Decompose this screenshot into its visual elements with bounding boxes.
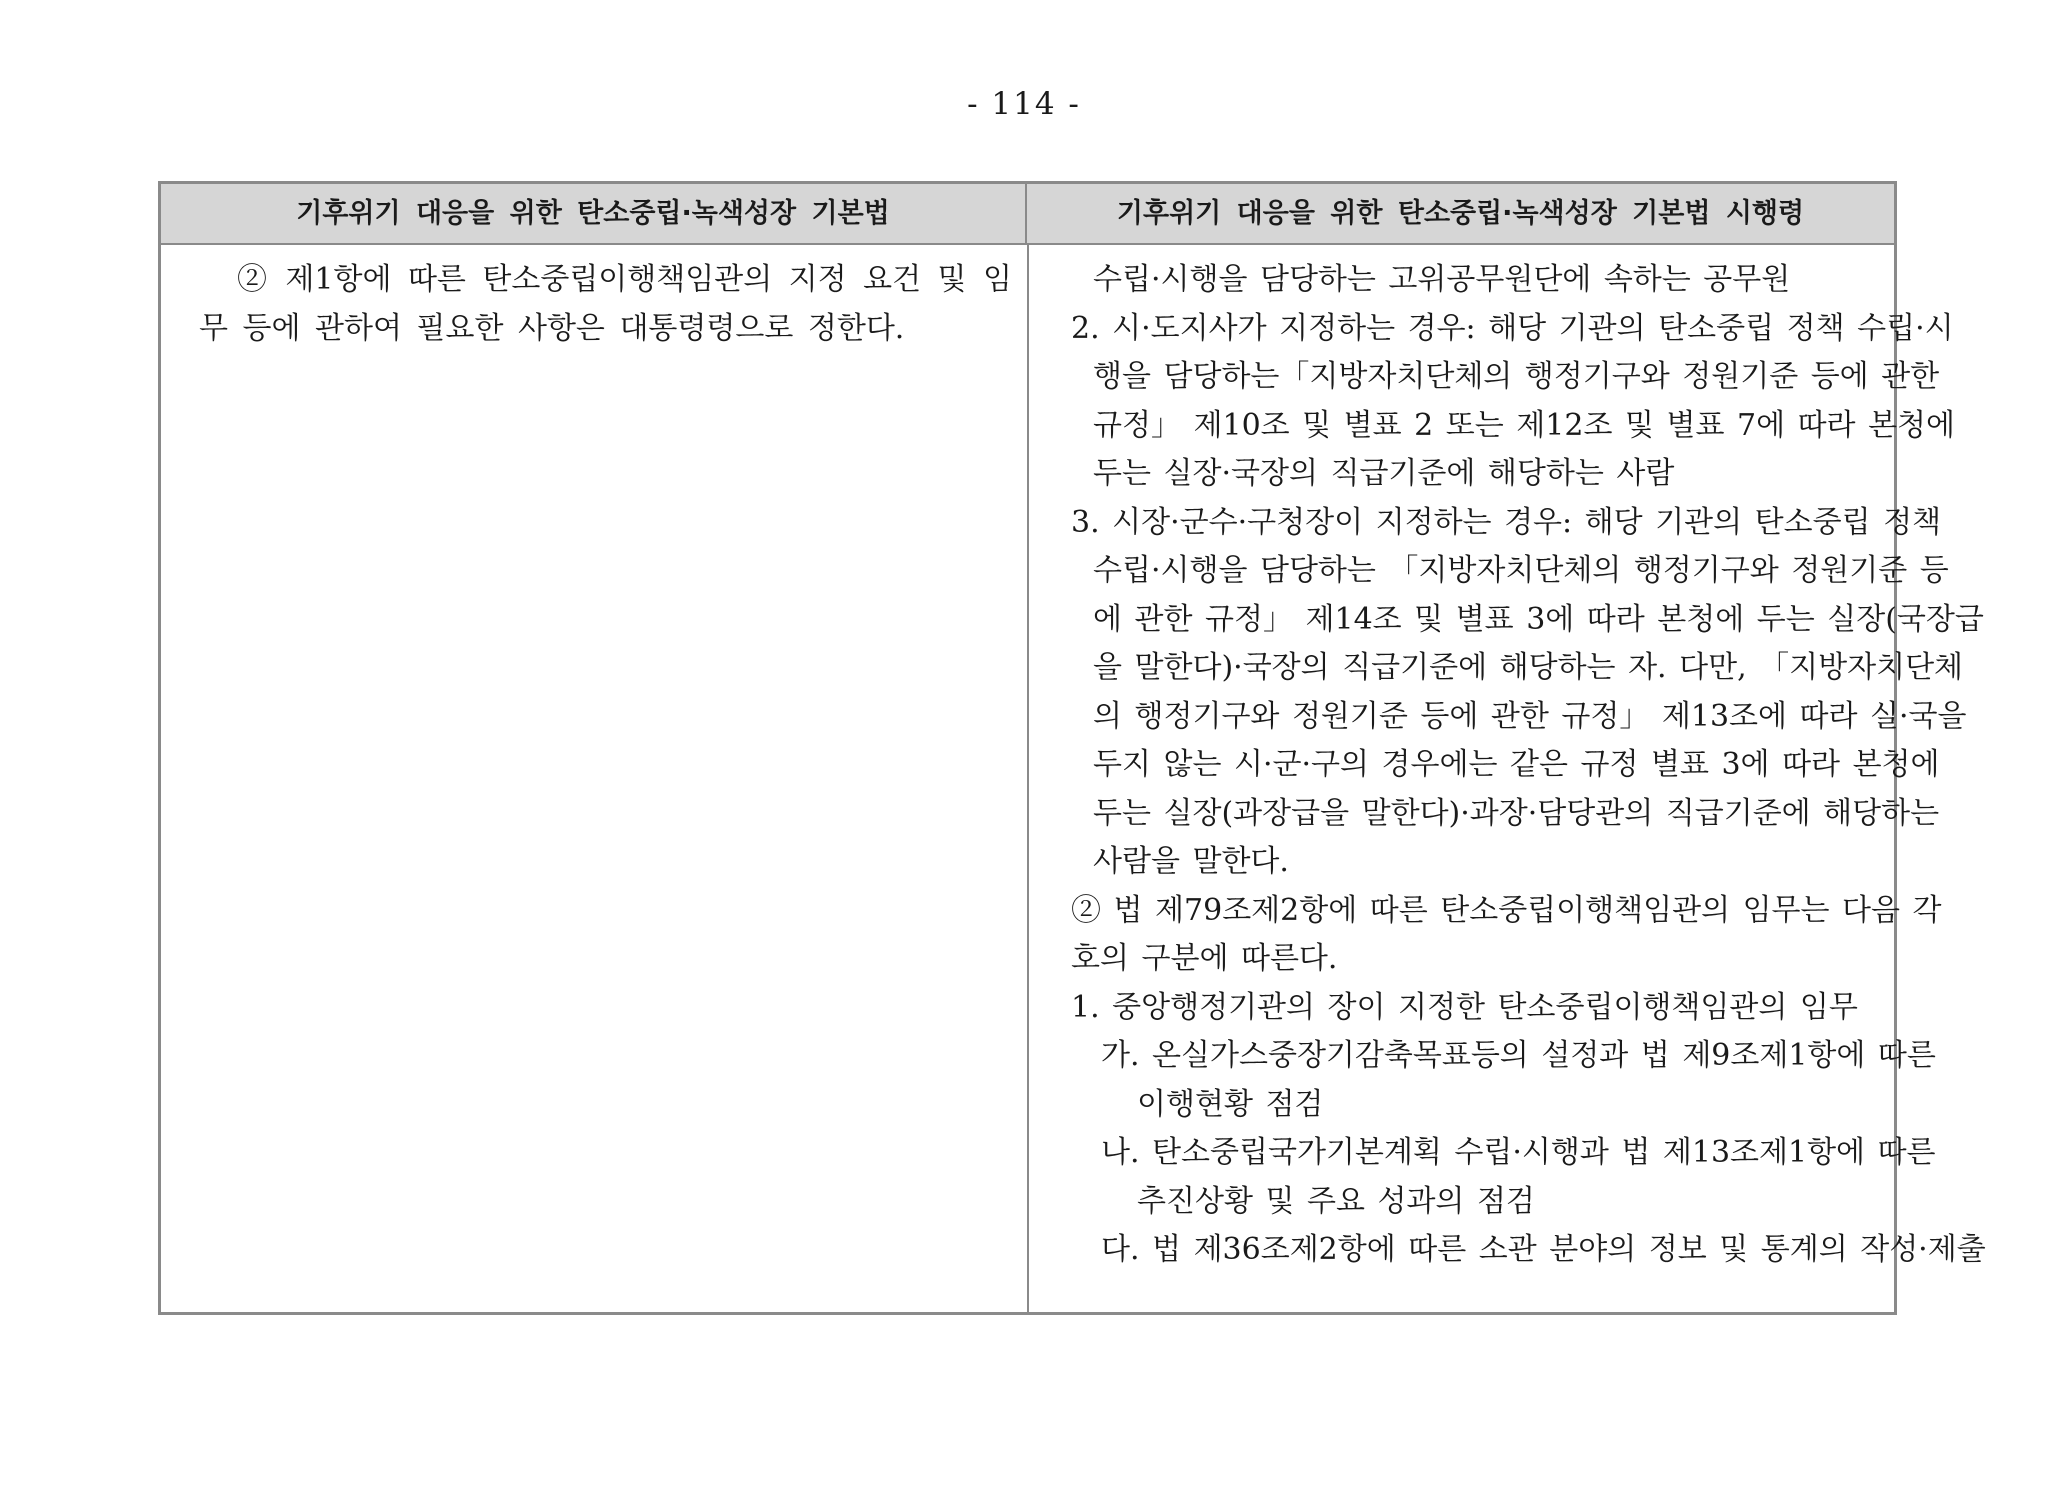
page-number: - 114 - bbox=[967, 86, 1081, 122]
decree-line: 두지 않는 시·군·구의 경우에는 같은 규정 별표 3에 따라 본청에 bbox=[1093, 747, 1940, 782]
act-paragraph: ② 제1항에 따른 탄소중립이행책임관의 지정 요건 및 임무 등에 관하여 필요한 사항은 대통령령으로 정한다. bbox=[199, 262, 1012, 346]
decree-line: 에 관한 규정」 제14조 및 별표 3에 따라 본청에 두는 실장(국장급 bbox=[1093, 601, 1984, 637]
decree-line: 가. 온실가스중장기감축목표등의 설정과 법 제9조제1항에 따른 bbox=[1101, 1038, 1936, 1073]
decree-line: 다. 법 제36조제2항에 따른 소관 분야의 정보 및 통계의 작성·제출 bbox=[1101, 1232, 1986, 1267]
decree-line: 의 행정기구와 정원기준 등에 관한 규정」 제13조에 따라 실·국을 bbox=[1093, 698, 1967, 734]
decree-cell bbox=[1071, 256, 1986, 1275]
decree-line: 두는 실장·국장의 직급기준에 해당하는 사람 bbox=[1093, 456, 1675, 491]
decree-line: 나. 탄소중립국가기본계획 수립·시행과 법 제13조제1항에 따른 bbox=[1101, 1135, 1936, 1170]
table-header-row bbox=[161, 184, 1894, 245]
column-divider bbox=[1027, 245, 1029, 1312]
decree-line: 1. 중앙행정기관의 장이 지정한 탄소중립이행책임관의 임무 bbox=[1071, 989, 1858, 1025]
decree-line: 3. 시장·군수·구청장이 지정하는 경우: 해당 기관의 탄소중립 정책 bbox=[1071, 504, 1942, 540]
decree-line: 을 말한다)·국장의 직급기준에 해당하는 자. 다만, 「지방자치단체 bbox=[1093, 650, 1964, 685]
decree-line: 규정」 제10조 및 별표 2 또는 제12조 및 별표 7에 따라 본청에 bbox=[1093, 407, 1956, 443]
decree-line: 호의 구분에 따른다. bbox=[1071, 941, 1338, 976]
decree-line: 2. 시·도지사가 지정하는 경우: 해당 기관의 탄소중립 정책 수립·시 bbox=[1071, 310, 1954, 346]
header-enforcement-decree: 기후위기 대응을 위한 탄소중립·녹색성장 기본법 시행령 bbox=[1116, 198, 1805, 229]
decree-line: 행을 담당하는「지방자치단체의 행정기구와 정원기준 등에 관한 bbox=[1093, 359, 1940, 394]
decree-line: 이행현황 점검 bbox=[1137, 1086, 1324, 1122]
decree-line: 사람을 말한다. bbox=[1093, 844, 1289, 879]
act-cell bbox=[199, 256, 1012, 353]
decree-line: 두는 실장(과장급을 말한다)·과장·담당관의 직급기준에 해당하는 bbox=[1093, 795, 1940, 831]
decree-line: 수립·시행을 담당하는 「지방자치단체의 행정기구와 정원기준 등 bbox=[1093, 553, 1949, 588]
header-act: 기후위기 대응을 위한 탄소중립·녹색성장 기본법 bbox=[161, 184, 1027, 243]
decree-line: ② 법 제79조제2항에 따른 탄소중립이행책임관의 임무는 다음 각 bbox=[1071, 892, 1942, 928]
decree-line: 추진상황 및 주요 성과의 점검 bbox=[1137, 1183, 1535, 1219]
decree-line: 수립·시행을 담당하는 고위공무원단에 속하는 공무원 bbox=[1093, 262, 1791, 297]
comparison-table bbox=[158, 181, 1986, 1315]
